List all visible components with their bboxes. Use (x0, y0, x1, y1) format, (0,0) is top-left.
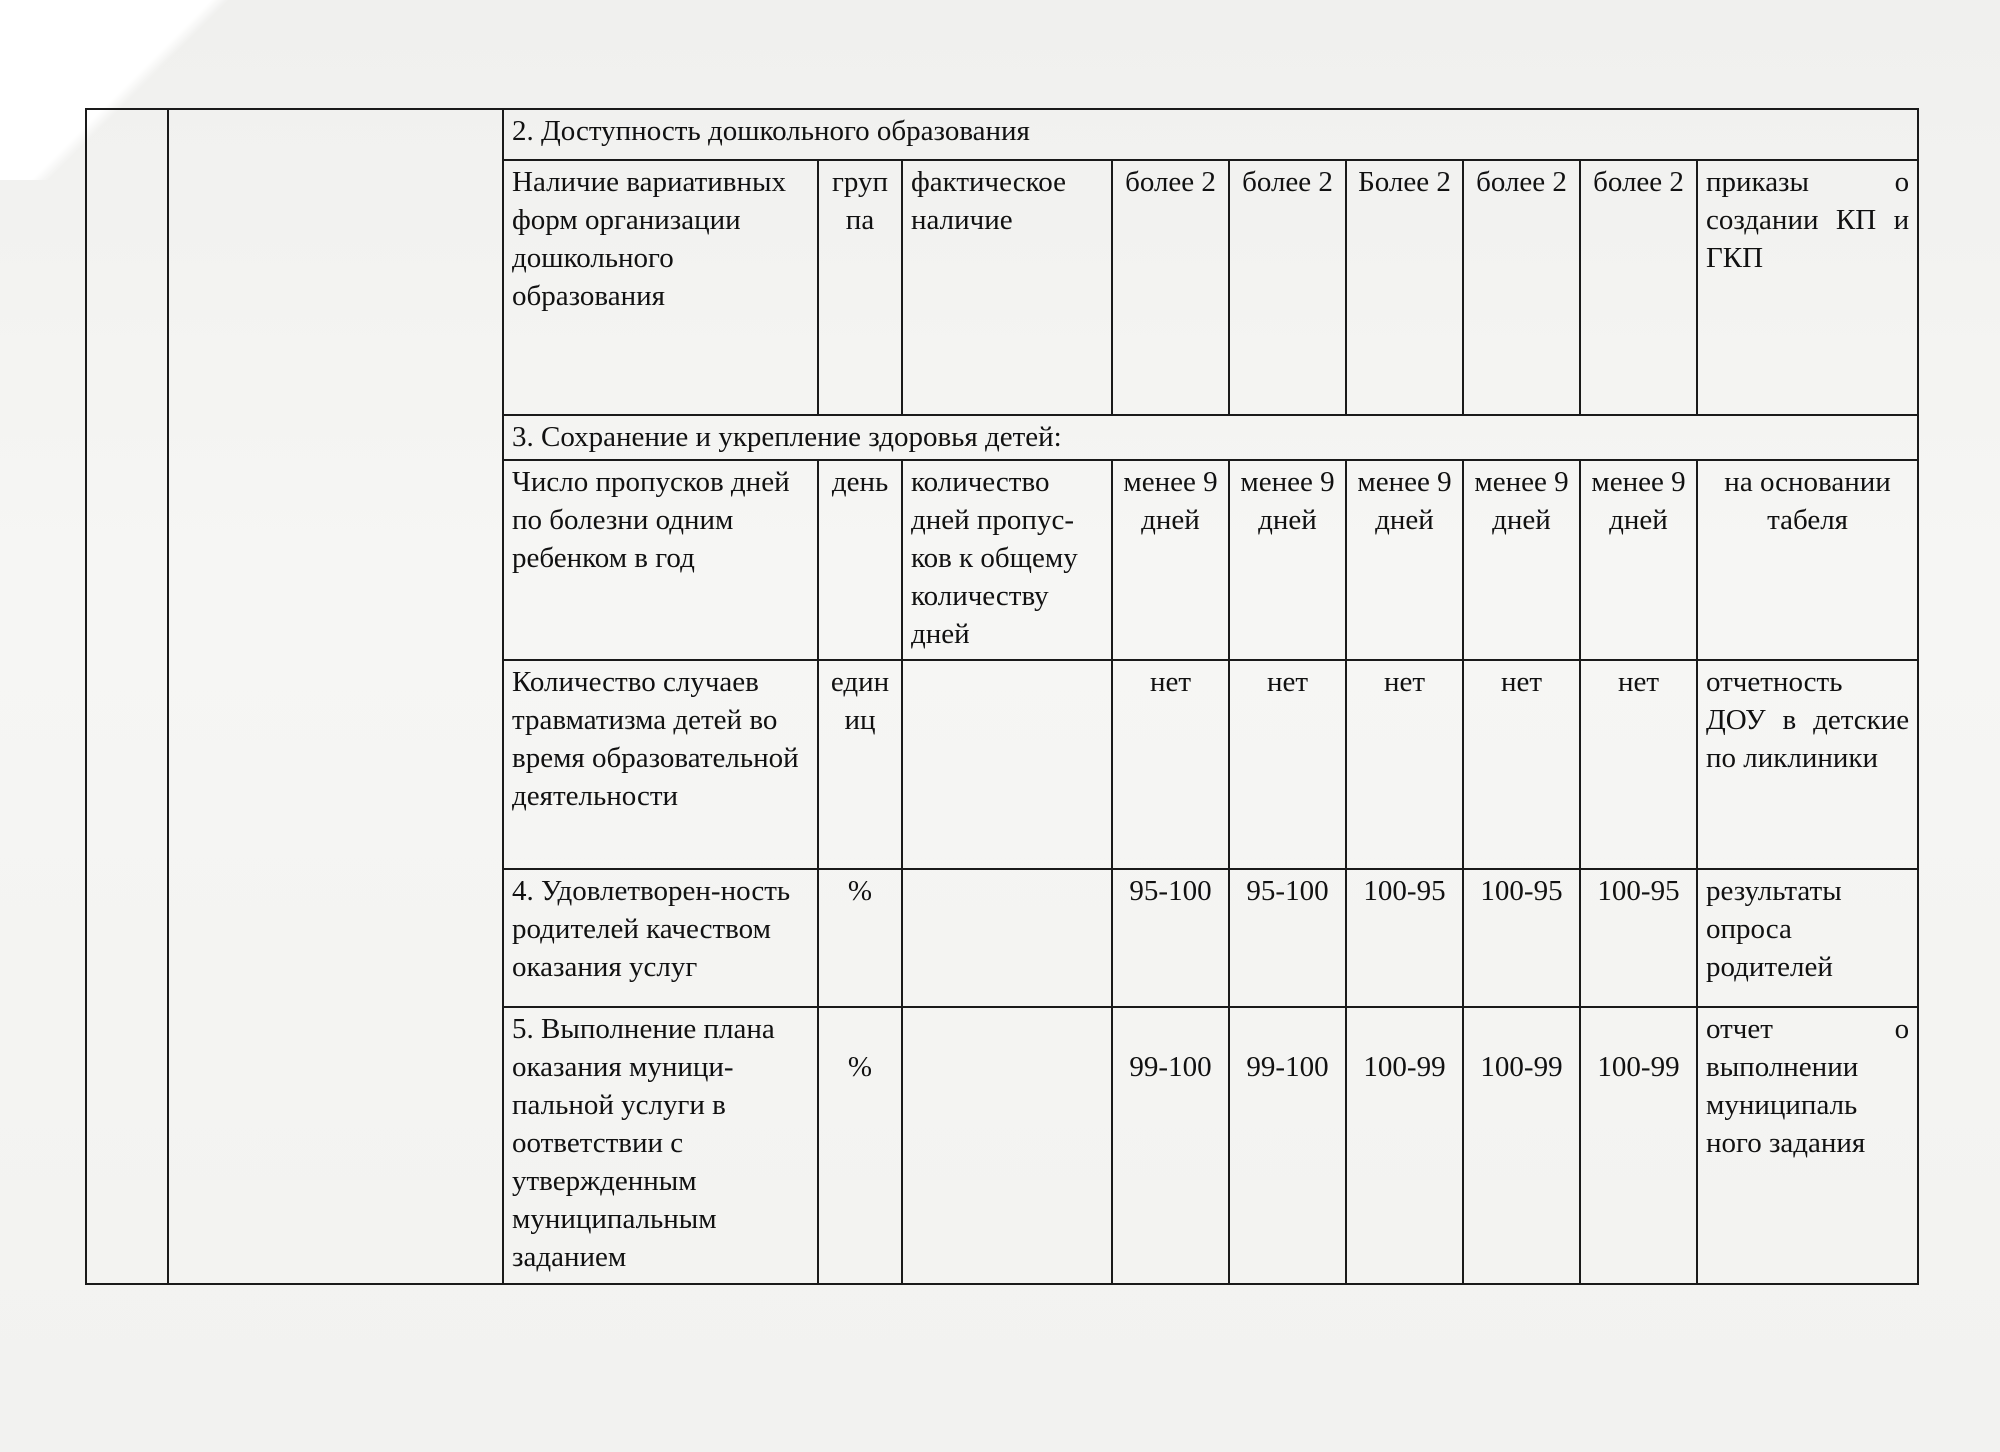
method-cell: количество дней пропус-ков к общему количеству дней (902, 460, 1112, 660)
value-cell: менее 9 дней (1580, 460, 1697, 660)
value-cell: 99-100 (1112, 1007, 1229, 1284)
value-cell: более 2 (1112, 160, 1229, 415)
value-cell: нет (1580, 660, 1697, 869)
value-cell: 100-95 (1463, 869, 1580, 1007)
value-cell: Более 2 (1346, 160, 1463, 415)
value-cell: 100-99 (1463, 1007, 1580, 1284)
source-cell: отчетность ДОУ в детские по ликлиники (1697, 660, 1918, 869)
value-cell: менее 9 дней (1112, 460, 1229, 660)
blank-column-1 (86, 109, 168, 1284)
indicator-cell: Наличие вариативных форм организации дошкольного образования (503, 160, 818, 415)
value-cell: более 2 (1463, 160, 1580, 415)
value-cell: 99-100 (1229, 1007, 1346, 1284)
blank-column-2 (168, 109, 503, 1284)
value-cell: нет (1112, 660, 1229, 869)
method-cell (902, 660, 1112, 869)
unit-cell: груп па (818, 160, 902, 415)
indicator-cell: 5. Выполнение плана оказания муници-пальной услуги в оответствии с утвержденным муниципальным заданием (503, 1007, 818, 1284)
source-cell: на основании табеля (1697, 460, 1918, 660)
unit-cell: % (818, 1007, 902, 1284)
method-cell (902, 1007, 1112, 1284)
value-cell: 100-95 (1580, 869, 1697, 1007)
section-header-health: 3. Сохранение и укрепление здоровья детей: (503, 415, 1918, 460)
value-cell: менее 9 дней (1346, 460, 1463, 660)
value-cell: более 2 (1580, 160, 1697, 415)
unit-cell: день (818, 460, 902, 660)
unit-cell: един иц (818, 660, 902, 869)
unit-cell: % (818, 869, 902, 1007)
method-cell: фактическое наличие (902, 160, 1112, 415)
value-cell: 95-100 (1112, 869, 1229, 1007)
indicator-cell: Количество случаев травматизма детей во время образовательной деятельности (503, 660, 818, 869)
value-cell: нет (1229, 660, 1346, 869)
source-cell: отчет о выполнении муниципаль ного задания (1697, 1007, 1918, 1284)
section-header-access: 2. Доступность дошкольного образования (503, 109, 1918, 160)
value-cell: нет (1346, 660, 1463, 869)
indicator-cell: Число пропусков дней по болезни одним ребенком в год (503, 460, 818, 660)
indicator-cell: 4. Удовлетворен-ность родителей качеством оказания услуг (503, 869, 818, 1007)
indicators-table (85, 108, 1919, 1285)
source-cell: результаты опроса родителей (1697, 869, 1918, 1007)
method-cell (902, 869, 1112, 1007)
value-cell: 95-100 (1229, 869, 1346, 1007)
value-cell: 100-95 (1346, 869, 1463, 1007)
value-cell: 100-99 (1346, 1007, 1463, 1284)
value-cell: менее 9 дней (1463, 460, 1580, 660)
table-row (86, 109, 1918, 160)
value-cell: нет (1463, 660, 1580, 869)
source-cell: приказы о создании КП и ГКП (1697, 160, 1918, 415)
value-cell: более 2 (1229, 160, 1346, 415)
value-cell: 100-99 (1580, 1007, 1697, 1284)
value-cell: менее 9 дней (1229, 460, 1346, 660)
